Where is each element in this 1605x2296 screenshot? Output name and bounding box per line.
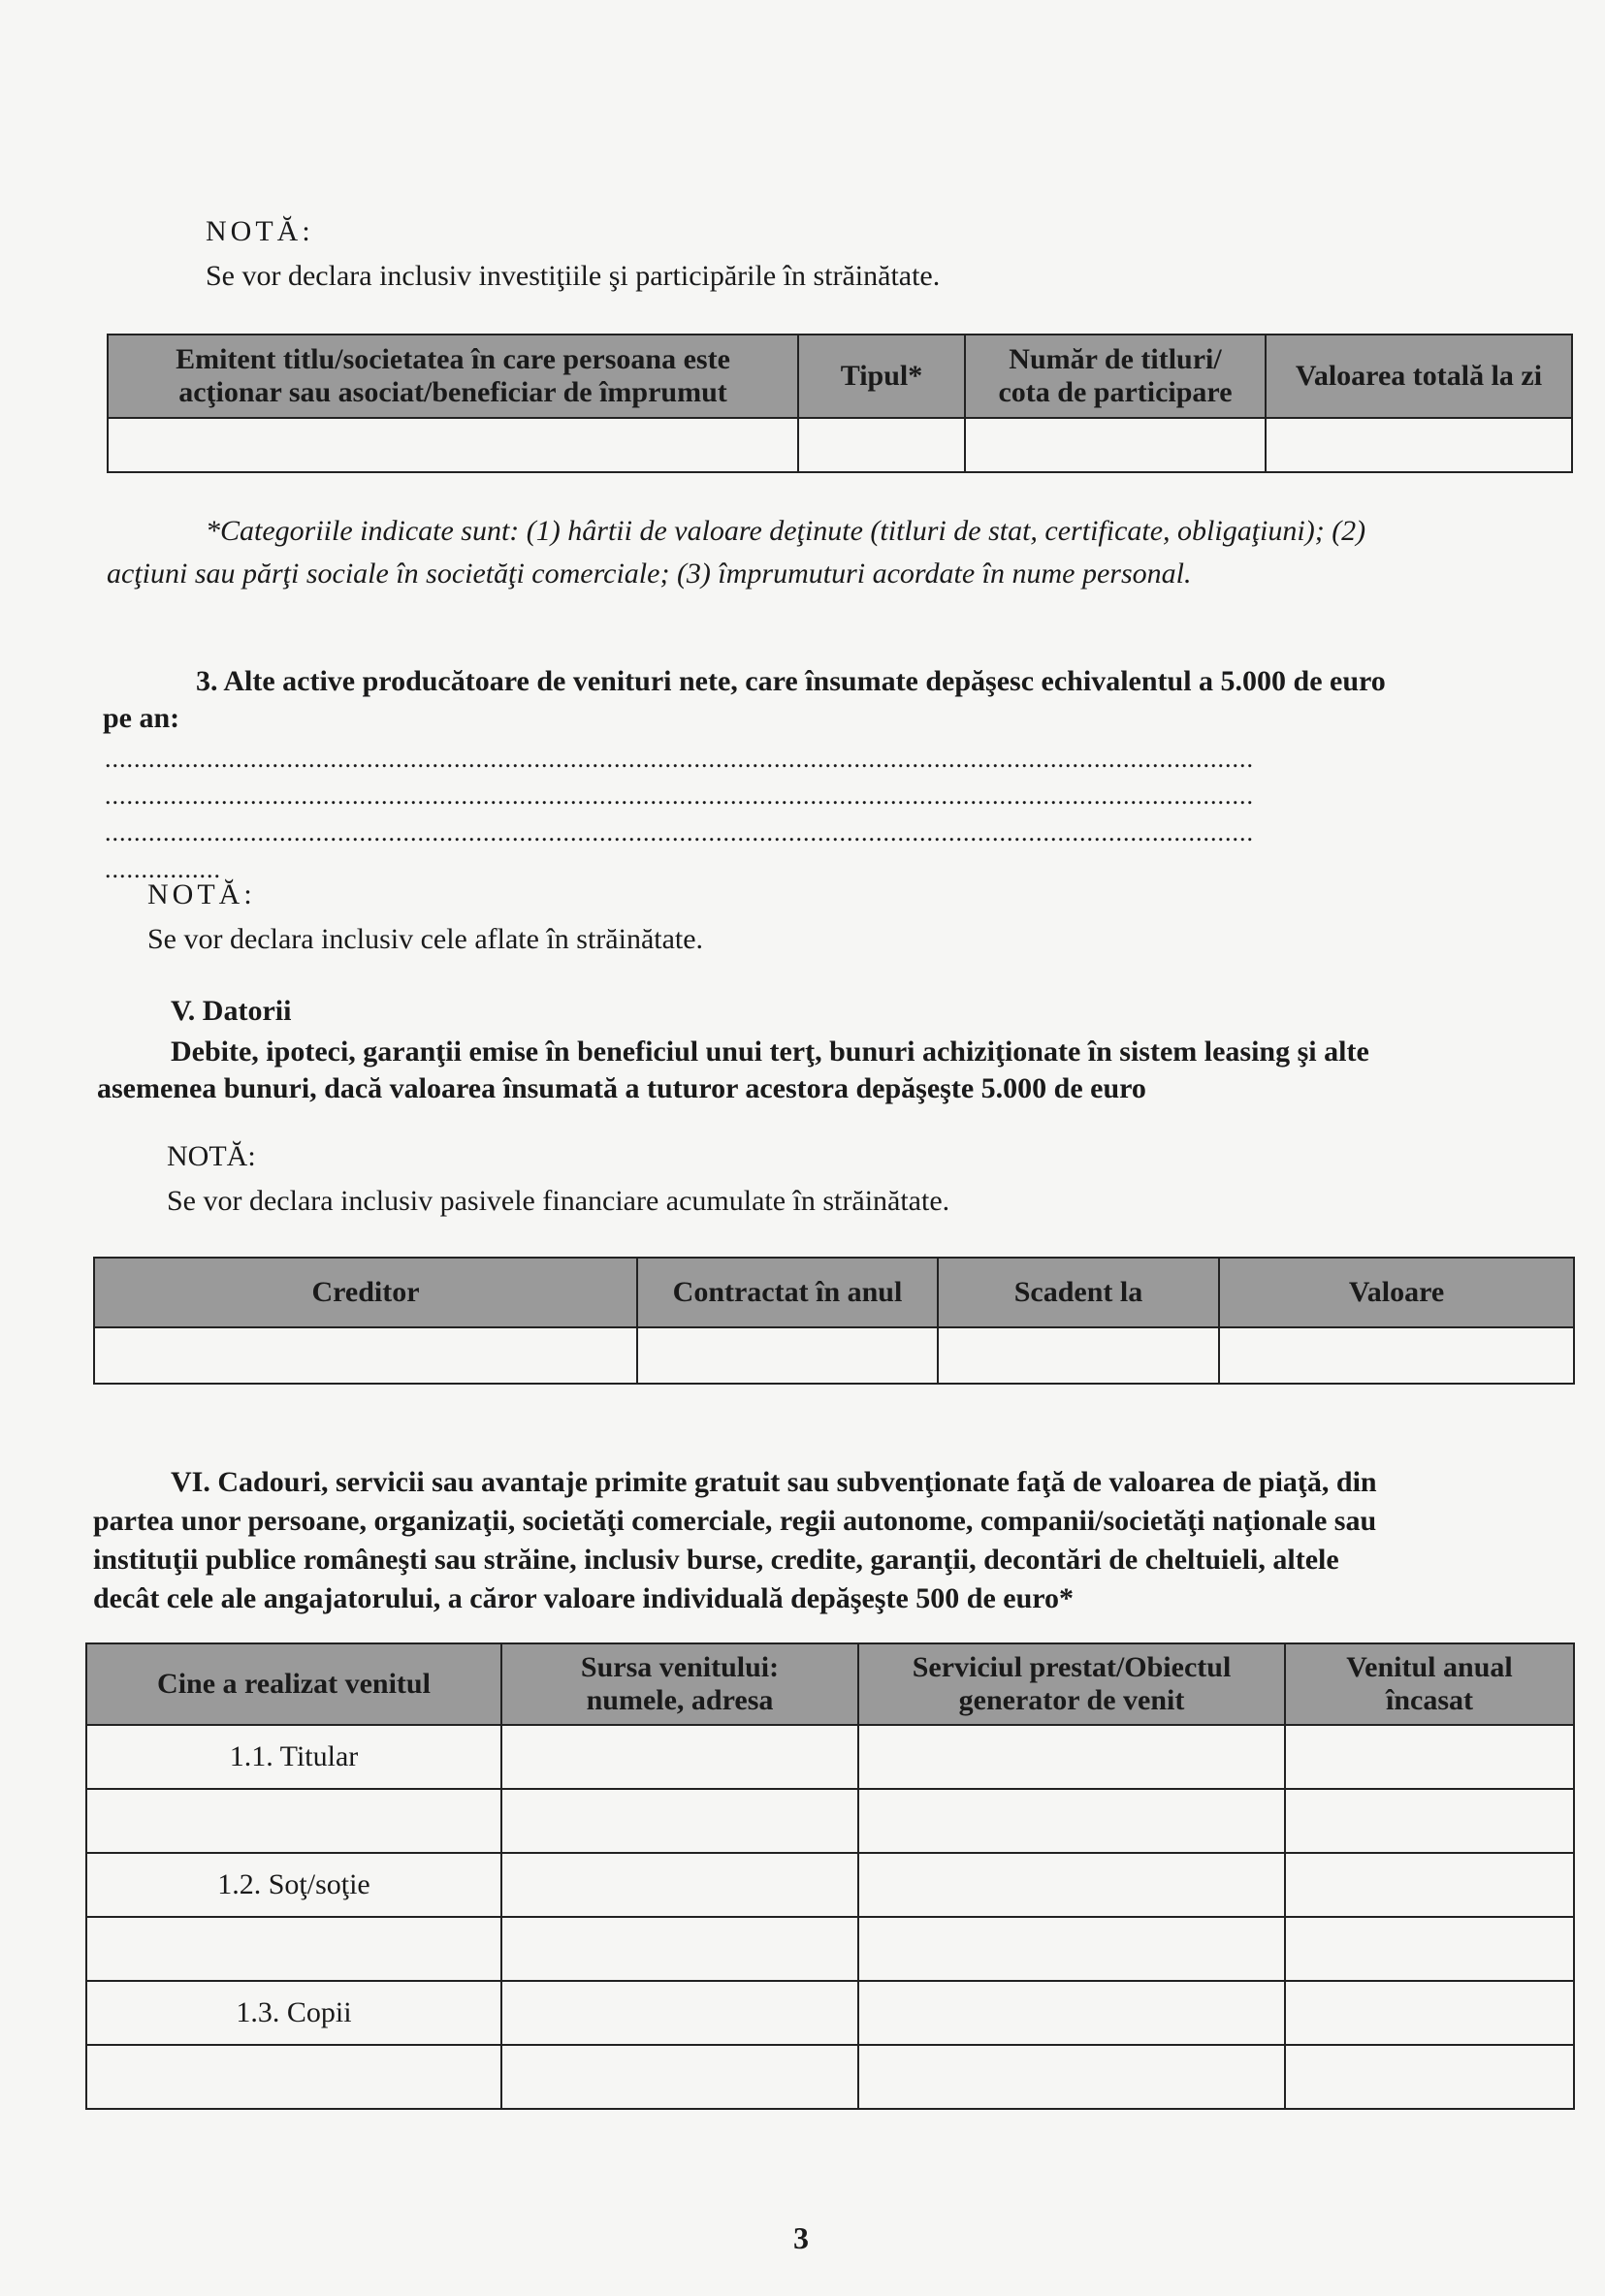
- footnote-line: acţiuni sau părţi sociale în societăţi comerciale; (3) împrumuturi acordate în nume personal.: [107, 558, 1192, 590]
- dotted-line: ..............................................................................................................................................................: [105, 818, 1254, 846]
- section-6-text: partea unor persoane, organizaţii, societăţi comerciale, regii autonome, companii/societăţi naţionale sau: [93, 1505, 1377, 1537]
- table-cell[interactable]: [108, 418, 798, 472]
- gifts-table: [85, 1642, 1575, 2110]
- header-cell: Sursa venitului: numele, adresa: [501, 1643, 858, 1725]
- header-cell: Venitul anual încasat: [1285, 1643, 1574, 1725]
- header-cell: Serviciul prestat/Obiectul generator de venit: [858, 1643, 1285, 1725]
- table-row: [86, 1917, 1574, 1981]
- table-cell[interactable]: [94, 1327, 637, 1384]
- table-cell[interactable]: [501, 1981, 858, 2045]
- investments-table: [107, 334, 1573, 473]
- nota-text: Se vor declara inclusiv investiţiile şi participările în străinătate.: [206, 260, 941, 292]
- table-cell[interactable]: [1285, 1981, 1574, 2045]
- table-cell[interactable]: [858, 2045, 1285, 2109]
- table-cell[interactable]: [501, 1789, 858, 1853]
- section-6-text: decât cele ale angajatorului, a căror valoare individuală depăşeşte 500 de euro*: [93, 1582, 1075, 1614]
- table-cell[interactable]: [501, 1917, 858, 1981]
- table-cell[interactable]: [858, 1853, 1285, 1917]
- table-row: [94, 1327, 1574, 1384]
- table-cell[interactable]: [798, 418, 965, 472]
- footnote-line: *Categoriile indicate sunt: (1) hârtii de valoare deţinute (titluri de stat, certificate, obligaţiuni); (2): [206, 515, 1366, 547]
- dotted-line: ..............................................................................................................................................................: [105, 781, 1254, 810]
- table-row: [86, 1725, 1574, 1789]
- dotted-line: ..............................................................................................................................................................: [105, 745, 1254, 773]
- nota-title: NOTĂ:: [167, 1140, 256, 1172]
- table-cell[interactable]: [501, 1853, 858, 1917]
- table-cell[interactable]: [1285, 1725, 1574, 1789]
- table-cell[interactable]: [1266, 418, 1572, 472]
- header-cell: Valoare: [1219, 1258, 1574, 1327]
- table-row: [86, 2045, 1574, 2109]
- table-row: [86, 1789, 1574, 1853]
- table-cell[interactable]: [501, 2045, 858, 2109]
- header-cell: Valoarea totală la zi: [1266, 335, 1572, 418]
- row-label: 1.3. Copii: [86, 1981, 501, 2045]
- table-cell[interactable]: [858, 1917, 1285, 1981]
- row-label: 1.1. Titular: [86, 1725, 501, 1789]
- table-header-row: [108, 335, 1572, 418]
- section-6-heading: VI. Cadouri, servicii sau avantaje primite gratuit sau subvenţionate faţă de valoarea de piaţă, din: [171, 1466, 1377, 1498]
- table-cell[interactable]: [1285, 1853, 1574, 1917]
- table-header-row: [94, 1258, 1574, 1327]
- table-cell[interactable]: [1285, 1789, 1574, 1853]
- section-3-heading: 3. Alte active producătoare de venituri nete, care însumate depăşesc echivalentul a 5.000 de euro: [196, 665, 1386, 697]
- debts-table: [93, 1257, 1575, 1385]
- header-cell: Contractat în anul: [637, 1258, 938, 1327]
- header-cell: Tipul*: [798, 335, 965, 418]
- table-row: [108, 418, 1572, 472]
- section-5-heading: V. Datorii: [171, 995, 292, 1027]
- table-cell[interactable]: [1285, 1917, 1574, 1981]
- table-cell[interactable]: [858, 1725, 1285, 1789]
- nota-text: Se vor declara inclusiv pasivele financiare acumulate în străinătate.: [167, 1185, 950, 1217]
- dotted-line: ................: [105, 855, 221, 883]
- row-label: [86, 2045, 501, 2109]
- section-5-text: Debite, ipoteci, garanţii emise în beneficiul unui terţ, bunuri achiziţionate în sistem leasing şi alte: [171, 1036, 1369, 1068]
- table-cell[interactable]: [965, 418, 1266, 472]
- table-row: [86, 1981, 1574, 2045]
- header-cell: Scadent la: [938, 1258, 1219, 1327]
- row-label: 1.2. Soţ/soţie: [86, 1853, 501, 1917]
- nota-title: NOTĂ:: [147, 878, 256, 910]
- table-cell[interactable]: [1219, 1327, 1574, 1384]
- table-cell[interactable]: [1285, 2045, 1574, 2109]
- table-cell[interactable]: [858, 1981, 1285, 2045]
- section-3-heading-cont: pe an:: [103, 702, 180, 734]
- row-label: [86, 1917, 501, 1981]
- header-cell: Emitent titlu/societatea în care persoana este acţionar sau asociat/beneficiar de împrumut: [108, 335, 798, 418]
- row-label: [86, 1789, 501, 1853]
- section-6-text: instituţii publice româneşti sau străine, inclusiv burse, credite, garanţii, decontări de cheltuieli, altele: [93, 1544, 1339, 1576]
- nota-title: NOTĂ:: [206, 215, 314, 247]
- table-cell[interactable]: [637, 1327, 938, 1384]
- table-cell[interactable]: [858, 1789, 1285, 1853]
- header-cell: Creditor: [94, 1258, 637, 1327]
- page-number: 3: [793, 2220, 809, 2255]
- table-cell[interactable]: [501, 1725, 858, 1789]
- nota-text: Se vor declara inclusiv cele aflate în străinătate.: [147, 923, 704, 955]
- table-cell[interactable]: [938, 1327, 1219, 1384]
- section-5-text: asemenea bunuri, dacă valoarea însumată a tuturor acestora depăşeşte 5.000 de euro: [97, 1072, 1146, 1104]
- header-cell: Număr de titluri/ cota de participare: [965, 335, 1266, 418]
- header-cell: Cine a realizat venitul: [86, 1643, 501, 1725]
- table-header-row: [86, 1643, 1574, 1725]
- table-row: [86, 1853, 1574, 1917]
